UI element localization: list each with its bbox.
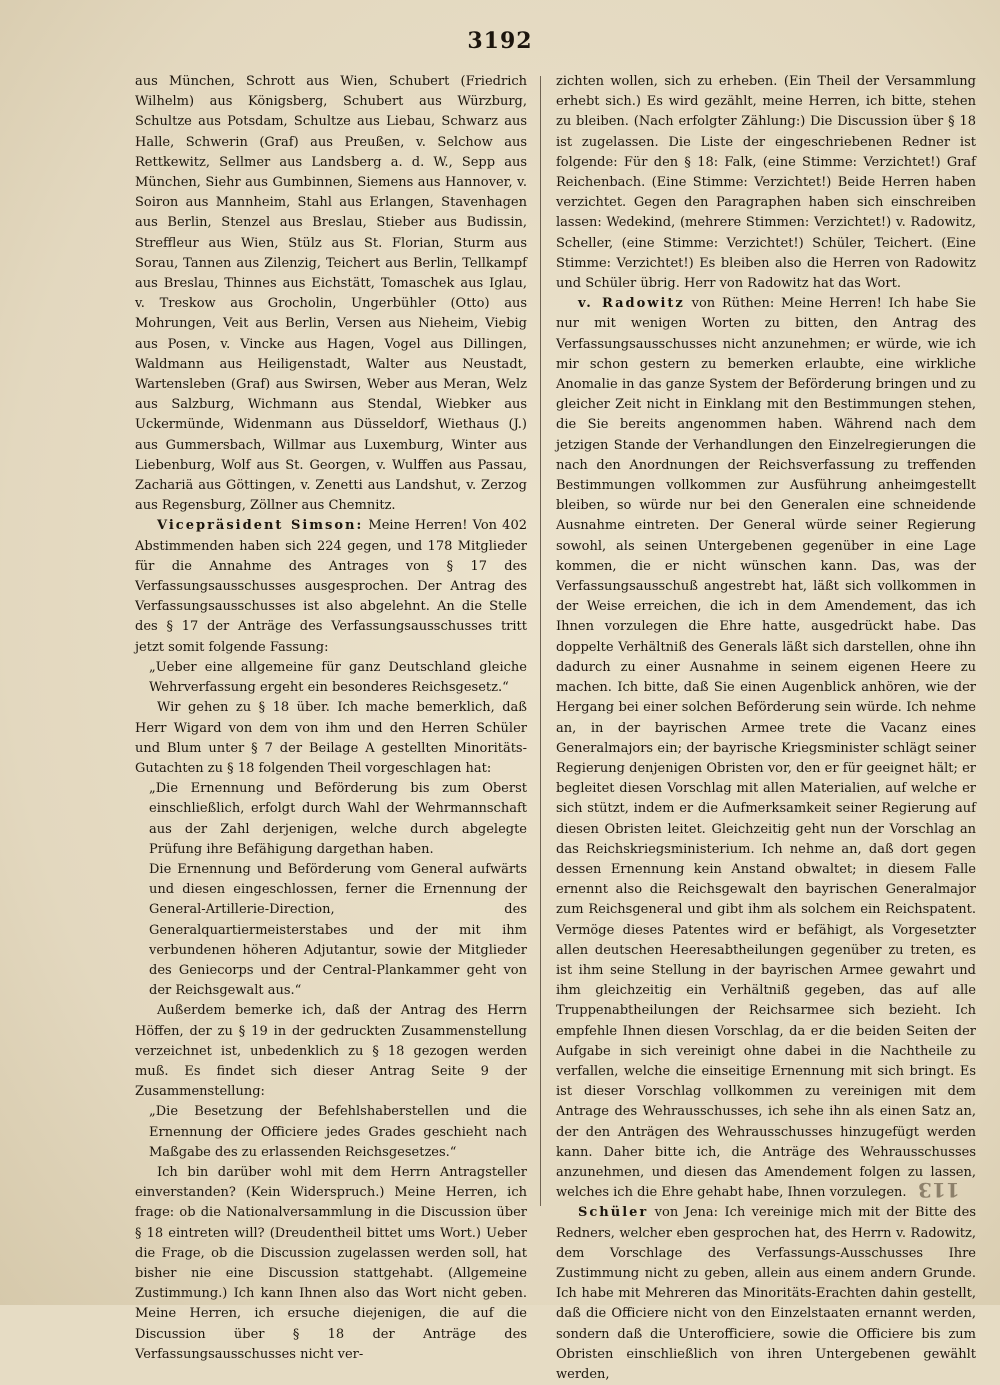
paragraph (135, 72, 527, 516)
paragraph-text: aus München, Schrott aus Wien, Schubert (Friedrich Wilhelm) aus Königsberg, Schubert aus Würzburg, Schultze aus Potsdam, Schultze aus Liebau, Schwarz aus Halle, Schwerin (Graf) aus Preußen, v. Selchow aus Rettkewitz, Sellmer aus Landsberg a. d. W., Sepp aus München, Siehr aus Gumbinnen, Siemens aus Hannover, v. Soiron aus Mannheim, Stahl aus Erlangen, Stavenhagen aus Berlin, Stenzel aus Breslau, Stieber aus Budissin, Streffleur aus Wien, Stülz aus St. Florian, Sturm aus Sorau, Tannen aus Zilenzig, Teichert aus Berlin, Tellkampf aus Breslau, Thinnes aus Eichstätt, Tomaschek aus Iglau, v. Treskow aus Grocholin, Ungerbühler (Otto) aus Mohrungen, Veit aus Berlin, Versen aus Nieheim, Viebig aus Posen, v. Vincke aus Hagen, Vogel aus Dillingen, Waldmann aus Heiligenstadt, Walter aus Neustadt, Wartensleben (Graf) aus Swirsen, Weber aus Meran, Welz aus Salzburg, Wichmann aus Stendal, Wiebker aus Uckermünde, Widenmann aus Düsseldorf, Wiethaus (J.) aus Gummersbach, Willmar aus Luxemburg, Winter aus Liebenburg, Wolf aus St. Georgen, v. Wulffen aus Passau, Zachariä aus Göttingen, v. Zenetti aus Landshut, v. Zerzog aus Regensburg, Zöllner aus Chemnitz. (135, 74, 527, 514)
paragraph (135, 779, 527, 860)
paragraph-text: von Rüthen: Meine Herren! Ich habe Sie nur mit wenigen Worten zu bitten, den Antrag des Verfassungsausschusses nicht anzunehmen; er würde, wie ich mir schon gestern zu bemerken erlaubte, eine wirkliche Anomalie in das ganze System der Beförderung bringen und zu gleicher Zeit nicht in Einklang mit den Bestimmungen stehen, die Sie bereits angenommen haben. Während nach dem jetzigen Stande der Verhandlungen den Einzelregierungen die nach den Anordnungen der Reichsverfassung zu treffenden Bestimmungen vollkommen zur Ausführung anheimgestellt bleiben, so würde nur bei den Generalen eine schneidende Ausnahme eintreten. Der General würde seiner Regierung sowohl, als seinen Untergebenen gegenüber in eine Lage kommen, die er nicht wünschen kann. Das, was der Verfassungsausschuß angestrebt hat, läßt sich vollkommen in der Weise erreichen, die ich in dem Amendement, das ich Ihnen vorzulegen die Ehre hatte, ausgedrückt habe. Das doppelte Verhältniß des Generals läßt sich darstellen, ohne ihn dadurch zu einer Ausnahme in seinem eigenen Heere zu machen. Ich bitte, daß Sie einen Augenblick anhören, wie der Hergang bei einer solchen Beförderung sein würde. Ich nehme an, in der bayrischen Armee trete die Vacanz eines Generalmajors ein; der bayrische Kriegsminister schlägt seiner Regierung denjenigen Obristen vor, den er für geeignet hält; er begleitet diesen Vorschlag mit allen Materialien, auf welche er sich stützt, indem er die Aufmerksamkeit seiner Regierung auf diesen Obristen leitet. Gleichzeitig geht nun der Vorschlag an das Reichskriegsministerium. Ich nehme an, daß dort gegen dessen Ernennung kein Anstand obwaltet; in diesem Falle ernennt also die Reichsgewalt den bayrischen Generalmajor zum Reichsgeneral und gibt ihm als solchem ein Reichspatent. Vermöge dieses Patentes wird er befähigt, als Vorgesetzter allen deutschen Heeresabtheilungen gegenüber zu treten, es ist ihm seine Stellung in der bayrischen Armee gewahrt und ihm gleichzeitig ein Verhältniß gegeben, das auf alle Truppenabtheilungen der Reichsarmee sich bezieht. Ich empfehle Ihnen diesen Vorschlag, da er die beiden Seiten der Aufgabe in sich vereinigt ohne dabei in die Nachtheile zu verfallen, welche die einseitige Ernennung mit sich bringt. Es ist dieser Vorschlag vollkommen zu vereinigen mit dem Antrage des Wehrausschusses, ich sehe ihn als einen Satz an, der den Anträgen des Wehrausschusses hinzugefügt werden kann. Daher bitte ich, die Anträge des Wehrausschusses anzunehmen, und diesen das Amendement folgen zu lassen, welches ich die Ehre gehabt habe, Ihnen vorzulegen. (556, 296, 976, 1201)
paragraph-text: Meine Herren! Von 402 Abstimmenden haben sich 224 gegen, und 178 Mitglieder für die Annahme des Antrages von § 17 des Verfassungsausschusses ausgesprochen. Der Antrag des Verfassungsausschusses ist also abgelehnt. An die Stelle des § 17 der Anträge des Verfassungsausschusses tritt jetzt somit folgende Fassung: (135, 518, 527, 655)
paragraph-text: von Jena: Ich vereinige mich mit der Bitte des Redners, welcher eben gesprochen hat, des Herrn v. Radowitz, dem Vorschlage des Verfassungs-Ausschusses Ihre Zustimmung nicht zu geben, allein aus einem andern Grunde. Ich habe mit Mehreren das Minoritäts-Erachten dahin gestellt, daß die Officiere nicht von den Einzelstaaten ernannt werden, sondern daß die Unterofficiere, sowie die Officiere bis zum Obristen einschließlich von ihren Untergebenen gewählt werden, (556, 1205, 976, 1382)
left-column (135, 72, 527, 1365)
paragraph-text: „Die Besetzung der Befehlshaberstellen und die Ernennung der Officiere jedes Grades geschieht nach Maßgabe des zu erlassenden Reichsgesetzes.“ (149, 1104, 527, 1160)
paragraph (135, 516, 527, 657)
page-number: 3192 (467, 28, 533, 54)
paragraph-text: „Ueber eine allgemeine für ganz Deutschland gleiche Wehrverfassung ergeht ein besonderes Reichsgesetz.“ (149, 659, 527, 696)
paragraph-text: Außerdem bemerke ich, daß der Antrag des Herrn Höffen, der zu § 19 in der gedruckten Zusammenstellung verzeichnet ist, unbedenklich zu § 18 gezogen werden muß. Es findet sich dieser Antrag Seite 9 der Zusammenstellung: (135, 1003, 527, 1100)
paragraph-text: zichten wollen, sich zu erheben. (Ein Theil der Versammlung erhebt sich.) Es wird gezählt, meine Herren, ich bitte, stehen zu bleiben. (Nach erfolgter Zählung:) Die Discussion über § 18 ist zugelassen. Die Liste der eingeschriebenen Redner ist folgende: Für den § 18: Falk, (eine Stimme: Verzichtet!) Graf Reichenbach. (Eine Stimme: Verzichtet!) Beide Herren haben verzichtet. Gegen den Paragraphen haben sich einschreiben lassen: Wedekind, (mehrere Stimmen: Verzichtet!) v. Radowitz, Scheller, (eine Stimme: Verzichtet!) Schüler, Teichert. (Eine Stimme: Verzichtet!) Es bleiben also die Herren von Radowitz und Schüler übrig. Herr von Radowitz hat das Wort. (556, 74, 976, 292)
paragraph (135, 1001, 527, 1102)
paragraph-text: Wir gehen zu § 18 über. Ich mache bemerklich, daß Herr Wigard von dem von ihm und den Herren Schüler und Blum unter § 7 der Beilage A gestellten Minoritäts-Gutachten zu § 18 folgenden Theil vorgeschlagen hat: (135, 700, 527, 776)
column-divider (540, 76, 541, 1206)
paragraph (135, 1102, 527, 1163)
speaker-name: v. Radowitz (578, 296, 685, 312)
paragraph-text: Ich bin darüber wohl mit dem Herrn Antragsteller einverstanden? (Kein Widerspruch.) Meine Herren, ich frage: ob die Nationalversammlung in die Discussion über § 18 eintreten will? (Dreudentheil bittet ums Wort.) Ueber die Frage, ob die Discussion zugelassen werden soll, hat bisher nie eine Discussion stattgehabt. (Allgemeine Zustimmung.) Ich kann Ihnen also das Wort nicht geben. Meine Herren, ich ersuche diejenigen, die auf die Discussion über § 18 der Anträge des Verfassungsausschusses nicht ver- (135, 1164, 527, 1362)
paragraph-text: „Die Ernennung und Beförderung bis zum Oberst einschließlich, erfolgt durch Wahl der Wehrmannschaft aus der Zahl derjenigen, welche durch abgelegte Prüfung ihre Befähigung dargethan haben. (149, 781, 527, 857)
speaker-name: Schüler (578, 1205, 649, 1221)
paragraph (135, 698, 527, 779)
paragraph-text: Die Ernennung und Beförderung vom General aufwärts und diesen eingeschlossen, ferner die Ernennung der General-Artillerie-Direction, des Generalquartiermeisterstabes und der mit ihm verbundenen höheren Adjutantur, sowie der Mitglieder des Geniecorps und der Central-Plankammer geht von der Reichsgewalt aus.“ (149, 861, 527, 999)
paragraph (135, 1163, 527, 1365)
right-column (556, 72, 976, 1385)
speaker-name: Vicepräsident Simson: (157, 518, 364, 534)
paragraph (135, 860, 527, 1001)
paragraph (556, 1203, 976, 1385)
paragraph (135, 658, 527, 698)
paragraph (556, 294, 976, 1203)
page-footer-mark: 113 (918, 1178, 960, 1202)
paragraph (556, 72, 976, 294)
